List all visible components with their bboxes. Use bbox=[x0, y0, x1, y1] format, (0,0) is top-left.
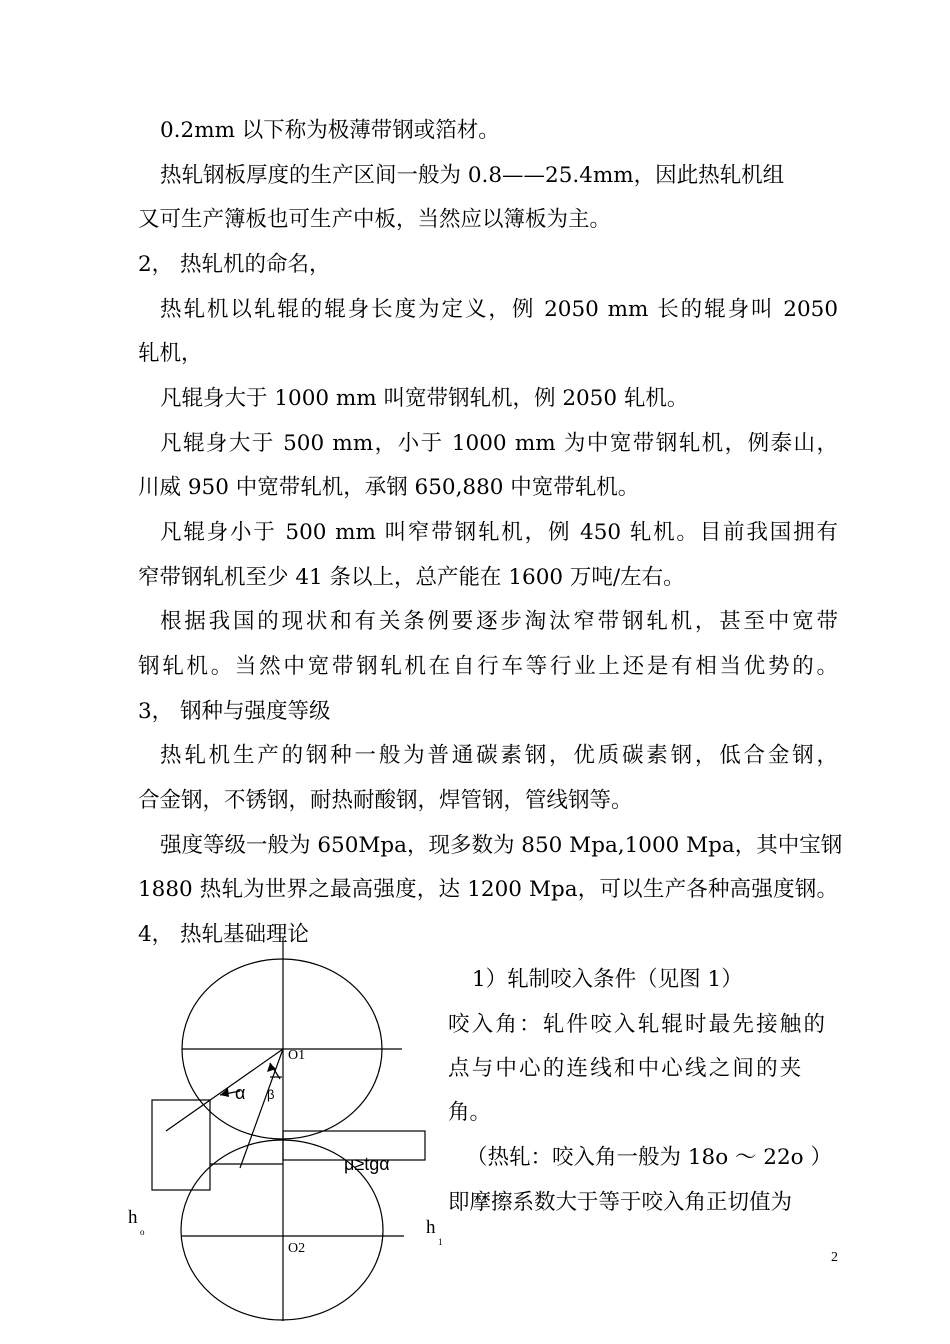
paragraph-line: 根据我国的现状和有关条例要逐步淘汰窄带钢轧机，甚至中宽带 bbox=[160, 609, 838, 634]
contact-radius-line bbox=[166, 1049, 283, 1131]
paragraph-line: 窄带钢轧机至少 41 条以上，总产能在 1600 万吨/左右。 bbox=[138, 565, 685, 590]
section-heading: 3， 钢种与强度等级 bbox=[138, 699, 331, 724]
paragraph-line: （热轧：咬入角一般为 18o ～ 22o ） bbox=[466, 1145, 832, 1170]
paragraph-line: 合金钢，不锈钢，耐热耐酸钢，焊管钢，管线钢等。 bbox=[138, 788, 633, 813]
paragraph-line: 即摩擦系数大于等于咬入角正切值为 bbox=[448, 1190, 793, 1215]
label-friction-formula: μ≥tgα bbox=[344, 1154, 390, 1174]
paragraph-line: 川威 950 中宽带轧机，承钢 650,880 中宽带轧机。 bbox=[138, 475, 640, 500]
paragraph-line: 热轧钢板厚度的生产区间一般为 0.8——25.4mm，因此热轧机组 bbox=[160, 163, 785, 188]
page-number: 2 bbox=[831, 1250, 838, 1265]
paragraph-line: 强度等级一般为 650Mpa，现多数为 850 Mpa,1000 Mpa，其中宝钢 bbox=[160, 833, 843, 858]
label-h0: h bbox=[128, 1207, 138, 1228]
paragraph-line: 0.2mm 以下称为极薄带钢或箔材。 bbox=[160, 118, 500, 143]
paragraph-line: 钢轧机。当然中宽带钢轧机在自行车等行业上还是有相当优势的。 bbox=[138, 654, 838, 679]
label-o2: O2 bbox=[288, 1241, 306, 1256]
paragraph-line: 轧机， bbox=[138, 341, 203, 366]
label-h1: h bbox=[426, 1217, 436, 1238]
paragraph-line: 热轧机以轧辊的辊身长度为定义，例 2050 mm 长的辊身叫 2050 bbox=[160, 297, 838, 322]
label-o1: O1 bbox=[288, 1048, 306, 1063]
section-heading: 2， 热轧机的命名， bbox=[138, 252, 331, 277]
paragraph-line: 角。 bbox=[448, 1100, 492, 1125]
paragraph-line: 咬入角：轧件咬入轧辊时最先接触的 bbox=[448, 1012, 828, 1037]
paragraph-line: 1880 热轧为世界之最高强度，达 1200 Mpa，可以生产各种高强度钢。 bbox=[138, 877, 838, 902]
paragraph-line: 又可生产簿板也可生产中板，当然应以簿板为主。 bbox=[138, 207, 612, 232]
paragraph-line: 热轧机生产的钢种一般为普通碳素钢，优质碳素钢，低合金钢， bbox=[160, 743, 838, 768]
paragraph-line: 凡辊身大于 500 mm，小于 1000 mm 为中宽带钢轧机，例泰山， bbox=[160, 431, 838, 456]
rolling-bite-diagram bbox=[120, 925, 450, 1335]
subsection-heading: 1）轧制咬入条件（见图 1） bbox=[472, 967, 743, 992]
label-h1-subscript: 1 bbox=[438, 1237, 443, 1247]
paragraph-line: 凡辊身大于 1000 mm 叫宽带钢轧机，例 2050 轧机。 bbox=[160, 386, 689, 411]
section-heading: 4， 热轧基础理论 bbox=[138, 922, 310, 947]
label-beta: β bbox=[267, 1087, 275, 1102]
label-h0-subscript: o bbox=[140, 1227, 145, 1237]
inner-radius-line bbox=[240, 1049, 283, 1168]
label-alpha: α bbox=[235, 1083, 246, 1103]
paragraph-line: 凡辊身小于 500 mm 叫窄带钢轧机，例 450 轧机。目前我国拥有 bbox=[160, 520, 838, 545]
paragraph-line: 点与中心的连线和中心线之间的夹 bbox=[448, 1056, 804, 1081]
